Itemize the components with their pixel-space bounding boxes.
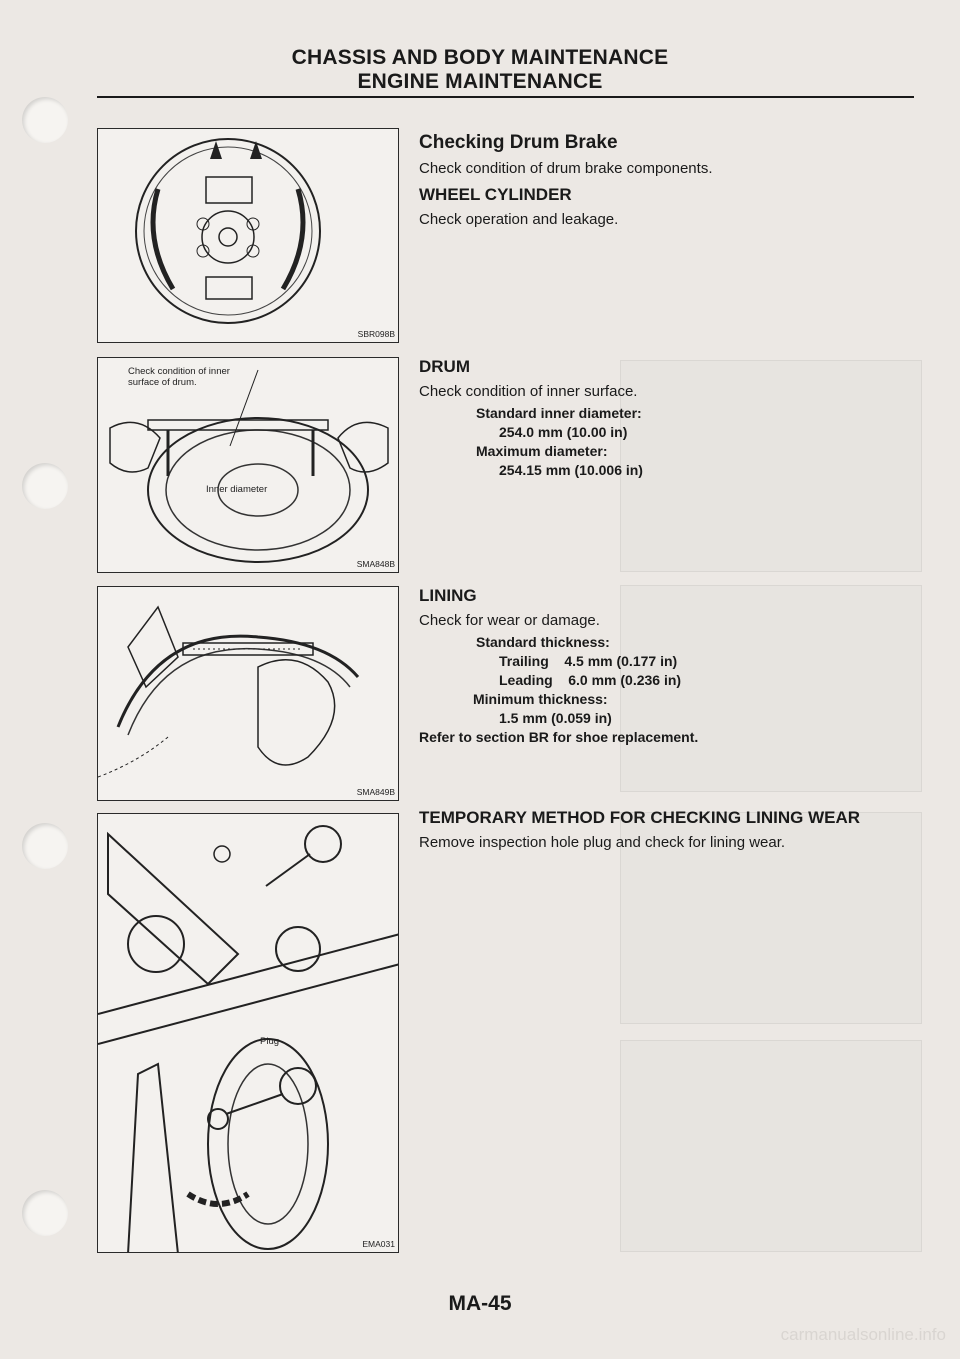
section-text: Check condition of drum brake components. bbox=[419, 160, 713, 177]
spec-label: Standard inner diameter: bbox=[476, 405, 642, 421]
subsection-title-wheel-cylinder: WHEEL CYLINDER bbox=[419, 185, 572, 204]
figure-code: SBR098B bbox=[357, 329, 395, 339]
inspection-plug-illustration bbox=[98, 814, 399, 1253]
header-rule bbox=[97, 96, 914, 98]
spec-value: 254.0 mm (10.00 in) bbox=[499, 424, 628, 440]
section-temporary bbox=[419, 808, 919, 855]
spec-value: 1.5 mm (0.059 in) bbox=[499, 710, 612, 726]
header-title-1: CHASSIS AND BODY MAINTENANCE bbox=[291, 46, 669, 69]
section-drum-brake bbox=[419, 132, 919, 232]
page-number: MA-45 bbox=[448, 1292, 512, 1315]
spec-value-leading: Leading 6.0 mm (0.236 in) bbox=[499, 672, 682, 688]
figure-label-condition bbox=[128, 366, 230, 388]
section-text: Check for wear or damage. bbox=[419, 612, 600, 629]
drum-caliper-illustration bbox=[98, 358, 399, 573]
bleed-through-panel bbox=[620, 1040, 922, 1252]
section-title: Checking Drum Brake bbox=[419, 132, 618, 153]
figure-label-line: surface of drum. bbox=[128, 377, 197, 388]
lining-illustration bbox=[98, 587, 399, 801]
watermark: carmanualsonline.info bbox=[780, 1325, 946, 1344]
figure-lining-measure bbox=[97, 586, 399, 801]
section-lining bbox=[419, 586, 919, 747]
section-text: Remove inspection hole plug and check for lining wear. bbox=[419, 834, 786, 851]
section-title: TEMPORARY METHOD FOR CHECKING LINING WEAR bbox=[419, 808, 861, 827]
figure-code: EMA031 bbox=[362, 1239, 395, 1249]
refer-note: Refer to section BR for shoe replacement. bbox=[419, 729, 699, 745]
spec-value: 254.15 mm (10.006 in) bbox=[499, 462, 643, 478]
spec-value-trailing: Trailing 4.5 mm (0.177 in) bbox=[499, 653, 678, 669]
drum-brake-illustration bbox=[98, 129, 399, 343]
section-text: Check condition of inner surface. bbox=[419, 383, 638, 400]
figure-drum-caliper bbox=[97, 357, 399, 573]
header-title-2: ENGINE MAINTENANCE bbox=[357, 70, 603, 93]
binder-hole bbox=[22, 1190, 68, 1236]
spec-label: Standard thickness: bbox=[476, 634, 610, 650]
section-title: DRUM bbox=[419, 357, 470, 376]
section-text: Check operation and leakage. bbox=[419, 211, 619, 228]
figure-label-inner-diameter: Inner diameter bbox=[206, 484, 268, 495]
section-title: LINING bbox=[419, 586, 477, 605]
figure-label-plug: Plug bbox=[260, 1036, 280, 1047]
figure-drum-brake bbox=[97, 128, 399, 343]
section-drum bbox=[419, 357, 919, 480]
figure-label-line: Check condition of inner bbox=[128, 366, 230, 377]
figure-inspection-plug bbox=[97, 813, 399, 1253]
spec-label: Minimum thickness: bbox=[473, 691, 608, 707]
binder-hole bbox=[22, 463, 68, 509]
figure-code: SMA848B bbox=[356, 559, 395, 569]
figure-code: SMA849B bbox=[356, 787, 395, 797]
binder-hole bbox=[22, 97, 68, 143]
binder-hole bbox=[22, 823, 68, 869]
spec-label: Maximum diameter: bbox=[476, 443, 608, 459]
